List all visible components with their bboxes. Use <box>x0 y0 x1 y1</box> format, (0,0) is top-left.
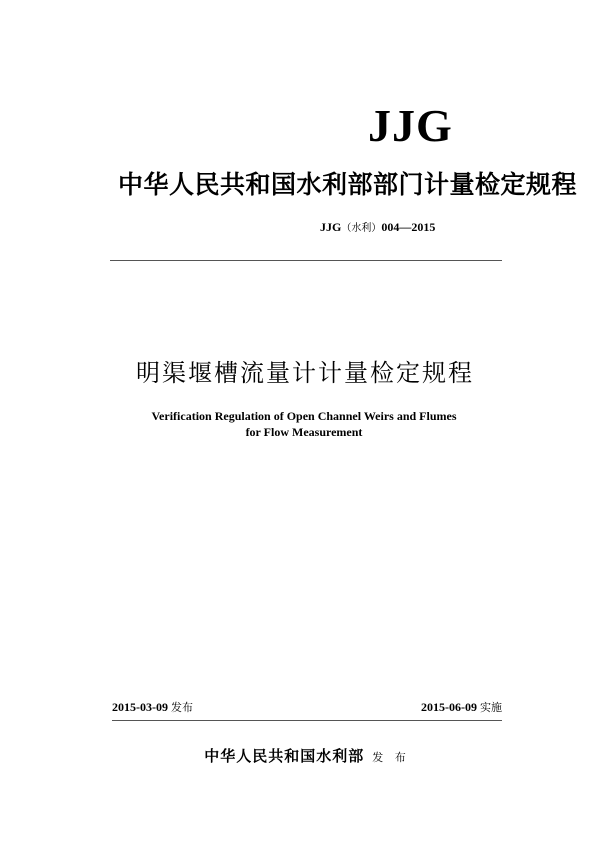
jjg-logo: JJG <box>368 100 453 151</box>
publisher-line <box>0 745 600 767</box>
effective-label: 实施 <box>480 701 502 714</box>
standard-number <box>320 219 435 237</box>
english-title-line-2: for Flow Measurement <box>245 425 363 439</box>
date-row <box>112 699 502 716</box>
ministry-title: 中华人民共和国水利部部门计量检定规程 <box>118 170 578 199</box>
document-title-chinese: 明渠堰槽流量计计量检定规程 <box>136 359 474 387</box>
english-title-line-1: Verification Regulation of Open Channel Weirs and Flumes <box>151 409 457 423</box>
standard-code: 004—2015 <box>381 220 436 234</box>
effective-date: 2015-06-09 <box>421 700 477 714</box>
bottom-divider <box>112 720 502 721</box>
publish-label: 发 布 <box>372 751 410 764</box>
issue-label: 发布 <box>171 701 193 714</box>
issue-date-block <box>112 699 193 716</box>
top-divider <box>110 260 502 261</box>
effective-date-block <box>421 699 502 716</box>
document-title-english <box>0 408 600 440</box>
standard-department: （水利） <box>341 223 382 234</box>
standard-prefix: JJG <box>320 220 342 234</box>
issue-date: 2015-03-09 <box>112 700 168 714</box>
publisher-name: 中华人民共和国水利部 <box>204 747 365 765</box>
